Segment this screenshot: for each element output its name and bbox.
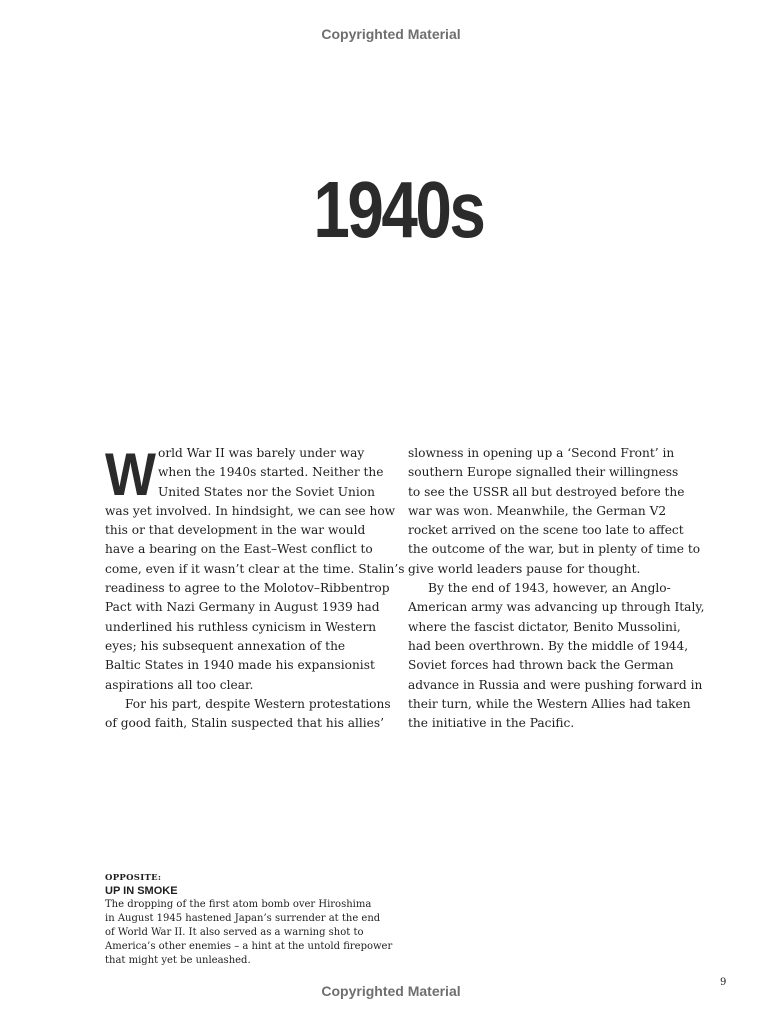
- body-line: slowness in opening up a ‘Second Front’ in: [408, 446, 675, 460]
- caption-line: in August 1945 hastened Japan’s surrender at the end: [105, 913, 381, 924]
- body-line: eyes; his subsequent annexation of the: [105, 638, 346, 653]
- caption-kicker: OPPOSITE:: [105, 873, 162, 883]
- body-line: underlined his ruthless cynicism in Western: [105, 619, 377, 634]
- copyright-watermark-top: Copyrighted Material: [321, 26, 461, 42]
- body-line: come, even if it wasn’t clear at the time. Stalin’s: [105, 561, 405, 576]
- body-line: United States nor the Soviet Union: [158, 484, 375, 499]
- body-column-right: [408, 444, 705, 733]
- photo-caption: [105, 873, 395, 968]
- body-line: orld War II was barely under way: [158, 446, 365, 460]
- body-line: when the 1940s started. Neither the: [158, 465, 384, 480]
- caption-line: of World War II. It also served as a warning shot to: [105, 927, 364, 938]
- body-line: give world leaders pause for thought.: [408, 561, 641, 576]
- body-line: have a bearing on the East–West conflict to: [105, 542, 373, 557]
- caption-line: that might yet be unleashed.: [105, 955, 251, 966]
- body-line: this or that development in the war would: [105, 523, 366, 538]
- copyright-watermark-bottom: Copyrighted Material: [321, 983, 461, 999]
- body-line: Pact with Nazi Germany in August 1939 had: [105, 600, 380, 615]
- page-number: 9: [720, 977, 727, 988]
- body-line: of good faith, Stalin suspected that his allies’: [105, 716, 385, 731]
- body-line: their turn, while the Western Allies had taken: [408, 696, 691, 711]
- body-line: readiness to agree to the Molotov–Ribbentrop: [105, 581, 390, 596]
- body-line: had been overthrown. By the middle of 1944,: [408, 638, 689, 653]
- body-line: southern Europe signalled their willingness: [408, 465, 679, 480]
- body-line: aspirations all too clear.: [105, 677, 254, 692]
- caption-heading: UP IN SMOKE: [105, 885, 178, 897]
- caption-line: America’s other enemies – a hint at the untold firepower: [105, 941, 393, 952]
- chapter-title: 1940s: [313, 165, 484, 254]
- body-line: advance in Russia and were pushing forward in: [408, 677, 703, 692]
- body-line: the outcome of the war, but in plenty of time to: [408, 542, 701, 557]
- drop-cap: W: [105, 441, 156, 508]
- body-line: where the fascist dictator, Benito Mussolini,: [408, 619, 681, 634]
- body-line: the initiative in the Pacific.: [408, 716, 575, 731]
- body-column-left: [105, 441, 405, 733]
- body-line: war was won. Meanwhile, the German V2: [408, 503, 667, 518]
- body-line: By the end of 1943, however, an Anglo-: [428, 581, 671, 596]
- body-line: Soviet forces had thrown back the German: [408, 658, 674, 673]
- body-line: to see the USSR all but destroyed before the: [408, 484, 685, 499]
- body-line: rocket arrived on the scene too late to affect: [408, 523, 684, 538]
- body-line: American army was advancing up through Italy,: [408, 600, 705, 615]
- body-line: Baltic States in 1940 made his expansionist: [105, 658, 375, 673]
- body-line: For his part, despite Western protestations: [125, 696, 391, 711]
- body-line: was yet involved. In hindsight, we can see how: [105, 503, 396, 518]
- caption-line: The dropping of the first atom bomb over Hiroshima: [105, 899, 372, 910]
